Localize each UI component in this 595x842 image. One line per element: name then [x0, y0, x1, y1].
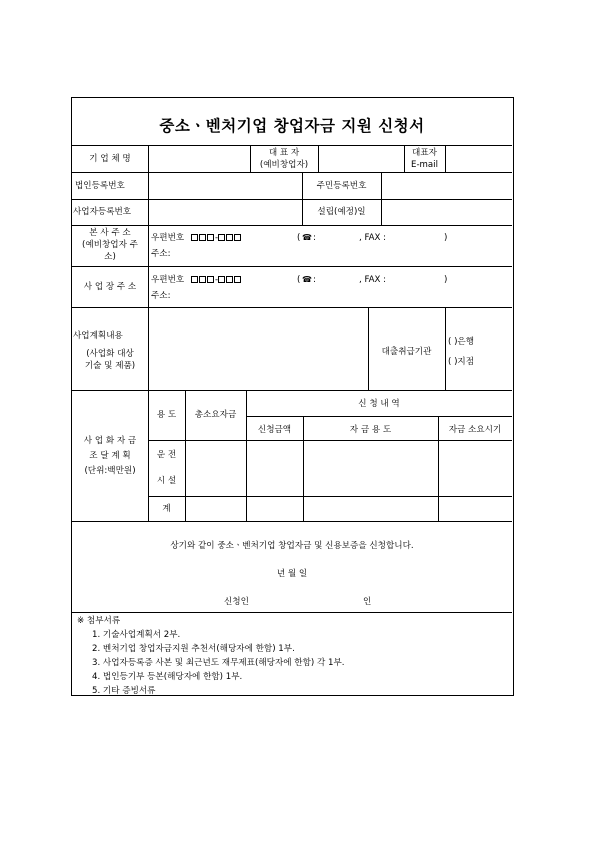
established-label: 설립(예정)일	[317, 207, 366, 217]
hq-postal-label: 우편번호	[151, 233, 185, 243]
rule-hq-bottom	[72, 266, 512, 267]
attachment-item: 4. 법인등기부 등본(해당자에 한함) 1부.	[92, 672, 243, 682]
hq-tel-input[interactable]	[318, 229, 358, 243]
representative-input[interactable]	[319, 146, 403, 171]
site-tel-open: (	[297, 275, 301, 285]
apply-sum-cell[interactable]	[247, 497, 302, 520]
operating-label: 운 전	[156, 450, 177, 460]
total-required-input[interactable]	[186, 441, 245, 495]
rule-declaration-bottom	[72, 612, 512, 613]
rule-apply-header	[246, 416, 512, 417]
apply-amount-input[interactable]	[247, 441, 302, 495]
hq-postal-box-6[interactable]	[234, 234, 241, 241]
branch-field[interactable]: ( )지점	[448, 357, 475, 367]
biz-reg-label: 사업자등록번호	[73, 207, 132, 217]
biz-reg-input[interactable]	[149, 200, 301, 224]
fund-usage-header: 자 금 용 도	[349, 425, 392, 435]
site-postal-box-5[interactable]	[226, 276, 233, 283]
hq-postal-box-4[interactable]	[218, 234, 225, 241]
vline-plan-b	[445, 307, 446, 390]
apply-amount-header: 신청금액	[257, 425, 292, 435]
total-label: 계	[162, 504, 171, 514]
application-header: 신 청 내 역	[358, 399, 400, 409]
bank-field[interactable]: ( )은행	[448, 337, 475, 347]
applicant-name-input[interactable]	[257, 593, 357, 609]
hq-address-label: 본 사 주 소	[89, 228, 131, 238]
fund-timing-header: 자금 소요시기	[448, 425, 502, 435]
hq-fax-input[interactable]	[394, 229, 442, 243]
site-address-input[interactable]	[172, 288, 510, 304]
site-tel-colon: :	[313, 275, 316, 285]
total-sum-cell[interactable]	[186, 497, 245, 520]
hq-tel-open: (	[297, 233, 301, 243]
hq-fax-label: , FAX :	[359, 233, 387, 243]
application-form	[71, 97, 514, 696]
plan-input[interactable]	[149, 308, 367, 389]
site-tel-input[interactable]	[318, 271, 358, 285]
fund-plan-sublabel-1: 조 달 계 획	[89, 451, 131, 461]
site-postal-box-4[interactable]	[218, 276, 225, 283]
loan-agency-label: 대출취급기관	[381, 347, 432, 357]
company-name-input[interactable]	[149, 146, 249, 171]
representative-sublabel: (예비창업자)	[259, 160, 309, 170]
rule-table-bottom	[72, 521, 512, 522]
hq-tel-colon: :	[313, 233, 316, 243]
site-postal-box-6[interactable]	[234, 276, 241, 283]
hq-postal-line	[151, 232, 242, 244]
resident-reg-label: 주민등록번호	[316, 181, 367, 191]
site-postal-label: 우편번호	[151, 275, 185, 285]
date-line[interactable]: 년 월 일	[276, 569, 308, 579]
hq-tel-close: )	[444, 233, 448, 243]
phone-icon: ☎	[302, 275, 312, 284]
rule-row3-bottom	[72, 225, 512, 226]
rep-email-label: E-mail	[411, 160, 438, 170]
applicant-label: 신청인	[224, 597, 249, 607]
fund-timing-input[interactable]	[439, 441, 511, 495]
total-required-header: 총소요자금	[194, 410, 237, 420]
hq-address-field-label: 주소:	[151, 249, 171, 259]
site-postal-box-2[interactable]	[199, 276, 206, 283]
fund-plan-label: 사 업 화 자 금	[83, 436, 137, 446]
rule-plan-bottom	[72, 390, 512, 391]
form-title: 중소ㆍ벤처기업 창업자금 지원 신청서	[159, 117, 425, 135]
hq-address-input[interactable]	[172, 246, 510, 262]
phone-icon: ☎	[302, 233, 312, 242]
site-fax-label: , FAX :	[359, 275, 387, 285]
site-tel-close: )	[444, 275, 448, 285]
attachment-item: 1. 기술사업계획서 2부.	[92, 630, 181, 640]
facility-label: 시 설	[156, 476, 177, 486]
resident-reg-input[interactable]	[382, 173, 511, 198]
corp-reg-input[interactable]	[149, 173, 301, 198]
hq-postal-box-3[interactable]	[207, 234, 214, 241]
declaration-text: 상기와 같이 중소ㆍ벤처기업 창업자금 및 신용보증을 신청합니다.	[170, 541, 414, 551]
established-input[interactable]	[382, 200, 511, 224]
plan-sublabel-2: 기술 및 제품)	[84, 361, 136, 371]
plan-sublabel-1: (사업화 대상	[86, 349, 134, 359]
attachments-heading: ※ 첨부서류	[77, 616, 121, 626]
rep-contact-label: 대표자	[412, 148, 437, 158]
company-name-label: 기 업 체 명	[89, 154, 131, 164]
hq-postal-box-1[interactable]	[191, 234, 198, 241]
site-postal-box-3[interactable]	[207, 276, 214, 283]
site-postal-line	[151, 274, 242, 286]
site-address-label: 사 업 장 주 소	[83, 282, 137, 292]
hq-postal-box-5[interactable]	[226, 234, 233, 241]
site-address-field-label: 주소:	[151, 291, 171, 301]
hq-postal-box-2[interactable]	[199, 234, 206, 241]
fund-plan-sublabel-2: (단위:백만원)	[84, 466, 136, 476]
plan-label: 사업계획내용	[73, 331, 123, 341]
attachment-item: 2. 벤처기업 창업자금지원 추천서(해당자에 한함) 1부.	[92, 644, 295, 654]
fund-usage-input[interactable]	[304, 441, 437, 495]
attachment-item: 3. 사업자등록증 사본 및 최근년도 재무제표(해당자에 한함) 각 1부.	[92, 658, 345, 668]
corp-reg-label: 법인등록번호	[75, 181, 125, 191]
site-postal-dash: -	[214, 275, 219, 285]
hq-address-sublabel-1: (예비창업자 주	[82, 240, 138, 250]
rep-email-input[interactable]	[446, 146, 511, 171]
usage-header: 용 도	[156, 410, 177, 420]
attachment-item: 5. 기타 증빙서류	[92, 686, 156, 696]
site-postal-box-1[interactable]	[191, 276, 198, 283]
representative-label: 대 표 자	[268, 148, 300, 158]
hq-address-sublabel-2: 소)	[104, 252, 116, 262]
seal-label: 인	[363, 597, 372, 607]
site-fax-input[interactable]	[394, 271, 442, 285]
hq-postal-dash: -	[214, 233, 219, 243]
